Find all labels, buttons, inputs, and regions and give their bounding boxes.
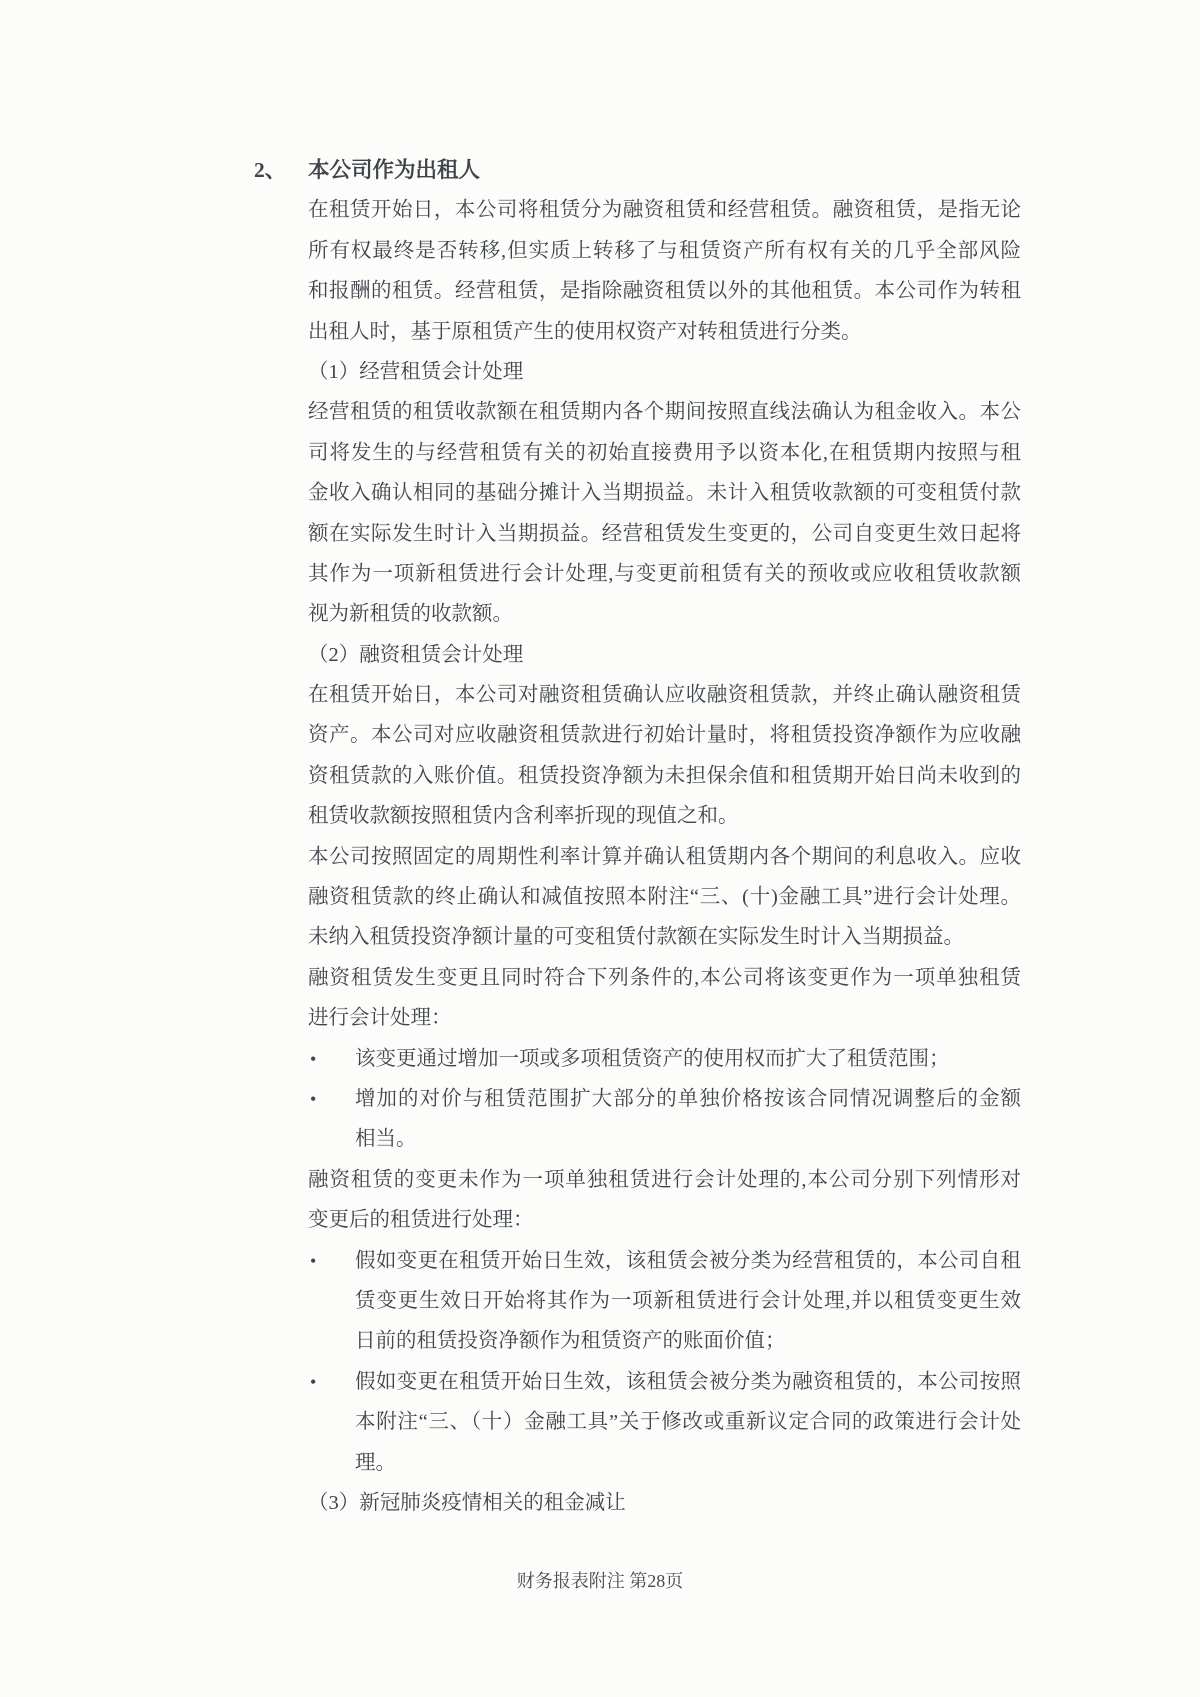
text-line: 金收入确认相同的基础分摊计入当期损益。未计入租赁收款额的可变租赁付款: [308, 482, 1021, 505]
text-line: 进行会计处理：: [308, 1007, 452, 1030]
text-line: 本附注“三、（十）金融工具”关于修改或重新议定合同的政策进行会计处: [355, 1411, 1021, 1434]
text-line: 日前的租赁投资净额作为租赁资产的账面价值；: [355, 1330, 786, 1353]
text-line: 和报酬的租赁。经营租赁，是指除融资租赁以外的其他租赁。本公司作为转租: [308, 280, 1021, 303]
text-line: 增加的对价与租赁范围扩大部分的单独价格按该合同情况调整后的金额: [355, 1087, 1021, 1110]
text-line: 相当。: [355, 1128, 417, 1151]
text-line: 在租赁开始日，本公司将租赁分为融资租赁和经营租赁。融资租赁，是指无论: [308, 199, 1021, 222]
paragraph: [308, 675, 1021, 837]
text-line: 融资租赁的变更未作为一项单独租赁进行会计处理的,本公司分别下列情形对: [308, 1168, 1021, 1191]
bullet-icon: •: [310, 1048, 317, 1069]
text-line: 出租人时，基于原租赁产生的使用权资产对转租赁进行分类。: [308, 320, 862, 343]
text-line: 融资租赁款的终止确认和减值按照本附注“三、(十)金融工具”进行会计处理。: [308, 886, 1021, 909]
page-footer: 财务报表附注 第28页: [516, 1571, 684, 1591]
bullet-item: [308, 1079, 1021, 1160]
text-line: 所有权最终是否转移,但实质上转移了与租赁资产所有权有关的几乎全部风险: [308, 239, 1021, 262]
text-line: 变更后的租赁进行处理：: [308, 1209, 534, 1232]
text-line: 假如变更在租赁开始日生效，该租赁会被分类为经营租赁的，本公司自租: [355, 1249, 1021, 1272]
text-line: 该变更通过增加一项或多项租赁资产的使用权而扩大了租赁范围；: [355, 1047, 950, 1070]
bullet-item: [308, 1241, 1021, 1362]
text-line: 赁变更生效日开始将其作为一项新租赁进行会计处理,并以租赁变更生效: [355, 1289, 1021, 1312]
text-line: 本公司按照固定的周期性利率计算并确认租赁期内各个期间的利息收入。应收: [308, 845, 1021, 868]
subheading: （3）新冠肺炎疫情相关的租金减让: [308, 1491, 626, 1514]
text-line: 租赁收款额按照租赁内含利率折现的现值之和。: [308, 805, 739, 828]
section-title: 本公司作为出租人: [308, 158, 481, 182]
section-number: 2、: [254, 158, 287, 182]
text-line: 司将发生的与经营租赁有关的初始直接费用予以资本化,在租赁期内按照与租: [308, 441, 1021, 464]
text-line: 视为新租赁的收款额。: [308, 603, 513, 626]
subheading: （1）经营租赁会计处理: [308, 360, 524, 383]
paragraph: [308, 958, 1021, 1039]
bullet-item: [308, 1039, 1021, 1079]
text-line: 资产。本公司对应收融资租赁款进行初始计量时，将租赁投资净额作为应收融: [308, 724, 1021, 747]
bullet-item: [308, 1362, 1021, 1483]
bullet-icon: •: [310, 1250, 317, 1271]
document-body: [254, 150, 1021, 1523]
bullet-icon: •: [310, 1371, 317, 1392]
section-heading: [254, 150, 1021, 190]
text-line: 融资租赁发生变更且同时符合下列条件的,本公司将该变更作为一项单独租赁: [308, 966, 1021, 989]
text-line: 资租赁款的入账价值。租赁投资净额为未担保余值和租赁期开始日尚未收到的: [308, 764, 1021, 787]
bullet-icon: •: [310, 1088, 317, 1109]
text-line: 在租赁开始日，本公司对融资租赁确认应收融资租赁款，并终止确认融资租赁: [308, 684, 1021, 707]
paragraph: [308, 837, 1021, 958]
text-line: 经营租赁的租赁收款额在租赁期内各个期间按照直线法确认为租金收入。本公: [308, 401, 1021, 424]
text-line: 假如变更在租赁开始日生效，该租赁会被分类为融资租赁的，本公司按照: [355, 1370, 1021, 1393]
subheading: （2）融资租赁会计处理: [308, 643, 524, 666]
text-line: 额在实际发生时计入当期损益。经营租赁发生变更的，公司自变更生效日起将: [308, 522, 1021, 545]
paragraph: [308, 1160, 1021, 1241]
paragraph: [308, 392, 1021, 634]
text-line: 其作为一项新租赁进行会计处理,与变更前租赁有关的预收或应收租赁收款额: [308, 562, 1021, 585]
text-line: 理。: [355, 1451, 396, 1474]
paragraph: [308, 190, 1021, 352]
text-line: 未纳入租赁投资净额计量的可变租赁付款额在实际发生时计入当期损益。: [308, 926, 964, 949]
